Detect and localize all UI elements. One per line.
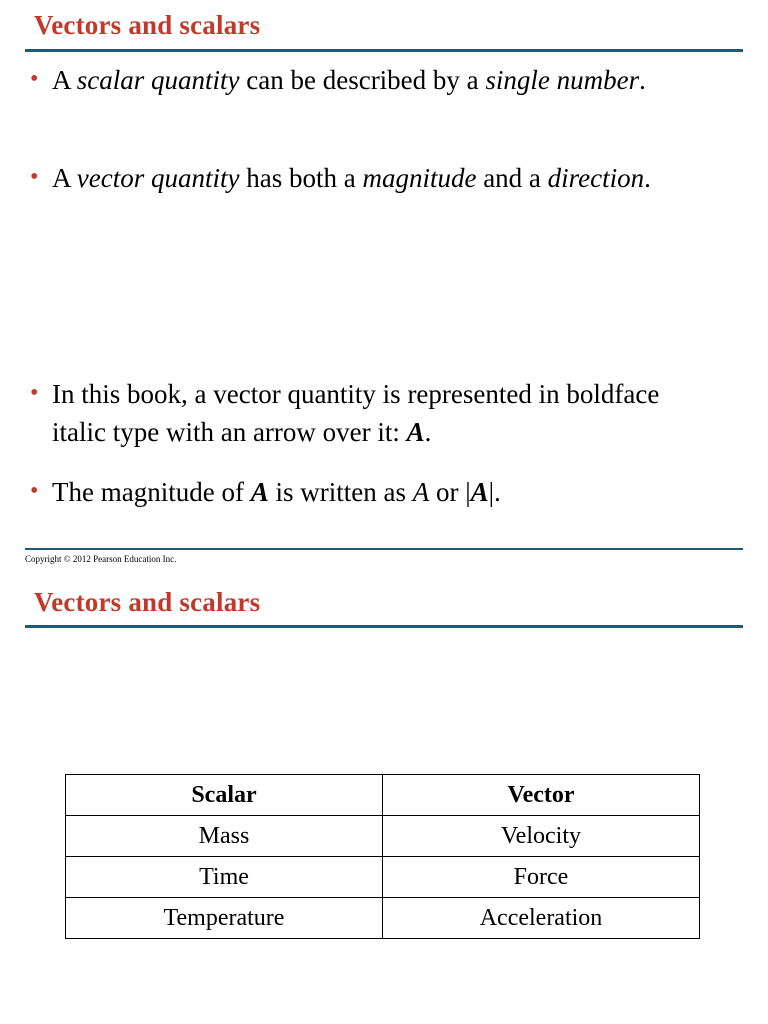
table-header-cell: Vector <box>383 775 700 816</box>
slide-2 <box>0 575 768 1024</box>
table-header-row <box>66 775 700 816</box>
title-rule <box>25 49 743 52</box>
table-cell: Mass <box>66 816 383 857</box>
table-cell: Time <box>66 857 383 898</box>
bullet-magnitude-notation: • The magnitude of A is written as A or |A|. <box>30 473 710 511</box>
bullet-icon: • <box>30 478 39 504</box>
slide-title: Vectors and scalars <box>34 587 261 617</box>
copyright-text: Copyright © 2012 Pearson Education Inc. <box>25 554 177 564</box>
bullet-scalar-definition: • A scalar quantity can be described by a single number. <box>30 61 710 99</box>
bullet-icon: • <box>30 66 39 92</box>
bullet-vector-notation: • In this book, a vector quantity is represented in boldface italic type with an arrow over it: A. <box>30 375 710 451</box>
table-row <box>66 857 700 898</box>
bullet-vector-definition: • A vector quantity has both a magnitude and a direction. <box>30 159 710 197</box>
bullet-icon: • <box>30 380 39 406</box>
table-cell: Temperature <box>66 898 383 939</box>
table-cell: Acceleration <box>383 898 700 939</box>
bullet-icon: • <box>30 164 39 190</box>
footer-rule <box>25 548 743 550</box>
title-rule <box>25 625 743 628</box>
slide-title: Vectors and scalars <box>34 10 261 40</box>
table-row <box>66 816 700 857</box>
table-cell: Velocity <box>383 816 700 857</box>
table-header-cell: Scalar <box>66 775 383 816</box>
table-row <box>66 898 700 939</box>
table-cell: Force <box>383 857 700 898</box>
scalar-vector-table <box>65 774 700 939</box>
